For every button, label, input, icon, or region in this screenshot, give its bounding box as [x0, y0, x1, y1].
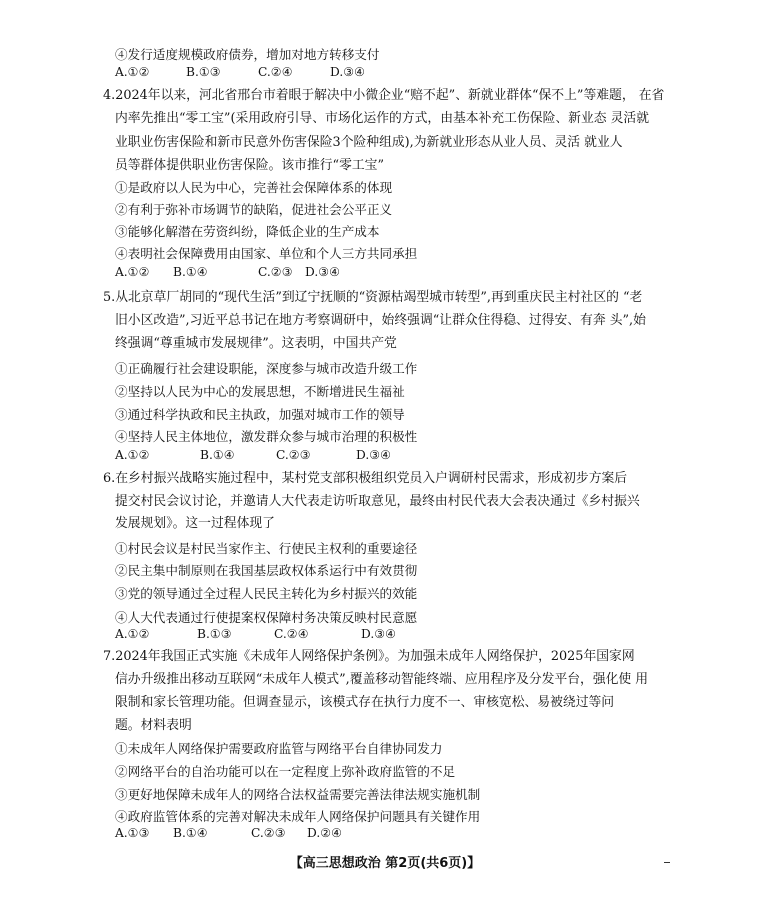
q6-option-2: ②民主集中制原则在我国基层政权体系运行中有效贯彻	[115, 563, 418, 578]
q7-stem-line: 题。材料表明	[115, 718, 192, 733]
choice-c: C.②④	[258, 65, 293, 79]
q6-option-1: ①村民会议是村民当家作主、行使民主权利的重要途径	[115, 541, 418, 556]
q7-option-1: ①未成年人网络保护需要政府监管与网络平台自律协同发力	[115, 741, 443, 756]
footer-mark	[664, 862, 670, 863]
choice-d: D.③④	[361, 627, 397, 641]
choice-a: A.①②	[115, 448, 150, 462]
choice-b: B.①④	[173, 826, 208, 840]
q5-option-3: ③通过科学执政和民主执政，加强对城市工作的领导	[115, 407, 405, 422]
page-footer: 【高三思想政治 第2页(共6页)】	[289, 856, 481, 871]
choice-b: B.①④	[173, 265, 208, 279]
q4-stem-line: 4.2024年以来，河北省邢台市着眼于解决中小微企业“赔不起”、新就业群体“保不上”等难题， 在省	[103, 88, 665, 103]
q4-option-1: ①是政府以人民为中心，完善社会保障体系的体现	[115, 180, 393, 195]
choice-c: C.②③	[258, 265, 293, 279]
q6-option-4: ④人大代表通过行使提案权保障村务决策反映村民意愿	[115, 610, 418, 625]
q4-choices	[115, 265, 340, 279]
prev-option-4: ④发行适度规模政府债券，增加对地方转移支付	[115, 47, 380, 62]
q4-option-4: ④表明社会保障费用由国家、单位和个人三方共同承担	[115, 246, 418, 261]
q7-stem-line: 7.2024年我国正式实施《未成年人网络保护条例》。为加强未成年人网络保护，2025年国家网	[103, 649, 635, 664]
choice-c: C.②③	[276, 448, 311, 462]
choice-c: C.②③	[251, 826, 286, 840]
q6-choices	[115, 627, 396, 641]
q4-stem-line: 内率先推出“零工宝”(采用政府引导、市场化运作的方式，由基本补充工伤保险、新业态 灵活就	[115, 111, 650, 126]
q4-option-3: ③能够化解潜在劳资纠纷，降低企业的生产成本	[115, 224, 380, 239]
choice-a: A.①②	[115, 265, 150, 279]
choice-a: A.①③	[115, 826, 150, 840]
q6-stem-line: 发展规划》。这一过程体现了	[115, 516, 275, 531]
prev-choices	[115, 65, 365, 79]
q7-choices	[115, 826, 342, 840]
q5-stem-line: 终强调“尊重城市发展规律”。这表明，中国共产党	[115, 336, 397, 351]
choice-b: B.①③	[197, 627, 232, 641]
q4-stem-line: 员等群体提供职业伤害保险。该市推行“零工宝”	[115, 158, 385, 173]
choice-d: D.③④	[305, 265, 341, 279]
choice-b: B.①③	[186, 65, 221, 79]
choice-c: C.②④	[274, 627, 309, 641]
q6-option-3: ③党的领导通过全过程人民民主转化为乡村振兴的效能	[115, 586, 418, 601]
q7-option-4: ④政府监管体系的完善对解决未成年人网络保护问题具有关键作用	[115, 809, 481, 824]
q7-option-2: ②网络平台的自治功能可以在一定程度上弥补政府监管的不足	[115, 764, 456, 779]
q7-stem-line: 信办升级推出移动互联网“未成年人模式”,覆盖移动智能终端、应用程序及分发平台，强化使 用	[115, 672, 649, 687]
choice-d: D.②④	[307, 826, 343, 840]
q7-stem-line: 限制和家长管理功能。但调查显示，该模式存在执行力度不一、审核宽松、易被绕过等问	[115, 695, 615, 710]
q5-option-1: ①正确履行社会建设职能，深度参与城市改造升级工作	[115, 361, 418, 376]
q6-stem-line: 提交村民会议讨论，并邀请人大代表走访听取意见，最终由村民代表大会表决通过《乡村振兴	[115, 494, 640, 509]
choice-d: D.③④	[356, 448, 392, 462]
q5-option-2: ②坚持以人民为中心的发展思想，不断增进民生福祉	[115, 384, 405, 399]
choice-b: B.①④	[200, 448, 235, 462]
q4-stem-line: 业职业伤害保险和新市民意外伤害保险3个险种组成),为新就业形态从业人员、灵活 就业人	[115, 135, 623, 150]
choice-a: A.①②	[115, 627, 150, 641]
q4-option-2: ②有利于弥补市场调节的缺陷，促进社会公平正义	[115, 202, 393, 217]
q5-stem-line: 旧小区改造”,习近平总书记在地方考察调研中，始终强调“让群众住得稳、过得安、有奔 头”,始	[115, 313, 646, 328]
q6-stem-line: 6.在乡村振兴战略实施过程中，某村党支部积极组织党员入户调研村民需求，形成初步方案后	[103, 471, 628, 486]
q5-stem-line: 5.从北京草厂胡同的“现代生活”到辽宁抚顺的“资源枯竭型城市转型”,再到重庆民主村社区的 “老	[103, 290, 643, 305]
q5-choices	[115, 448, 391, 462]
choice-d: D.③④	[330, 65, 366, 79]
q7-option-3: ③更好地保障未成年人的网络合法权益需要完善法律法规实施机制	[115, 787, 481, 802]
choice-a: A.①②	[115, 65, 150, 79]
q5-option-4: ④坚持人民主体地位，激发群众参与城市治理的积极性	[115, 429, 418, 444]
